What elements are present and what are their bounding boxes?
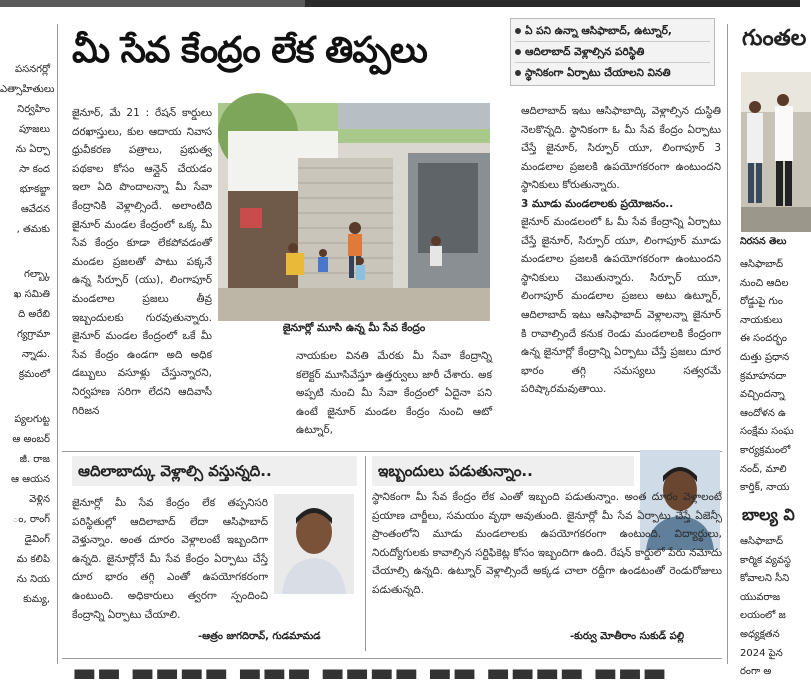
right-column-line: కార్మిక వ్యవస్థ (740, 554, 791, 566)
col3-subheading: 3 మూడు మండలాలకు ప్రయోజనం.. (521, 197, 674, 210)
summary-bullets (510, 18, 715, 86)
left-column-line: న్నాడు. (21, 349, 50, 360)
opinion-box2-body: స్థానికంగా మీ సేవ కేంద్రం లేక ఎంతో ఇబ్బంది పడుతున్నాం. అంత దూరం వెళ్లాలంటే ప్రయాణ చార్జీలు, సమయం వృథా అవుతుంది. జైనూర్లో మీ సేవ ఏర్పాటు చేస్తే ఏజెన్సీ ప్రాంతంలోని మూడు మండలాలకు ఉపయోగకరంగా ఉంటుంది. విద్యార్థులు, నిరుద్యోగులకు కావాల్సిన సర్టిఫికెట్ల కోసం ఇబ్బందిగా ఉంది. రేషన్ కార్డులో పేరు నమోదు చేయాల్సి ఉన్నది. ఉట్నూర్ వెళ్లాల్సిందే అక్కడ చాలా రద్దీగా ఉండటంతో రెండురోజులు పడుతున్నది. (372, 491, 722, 596)
right-column-line: ఆసిఫాబాద్ (740, 259, 784, 270)
right-column-line: లయంలో జ (740, 610, 786, 622)
bullet-item: స్థానికంగా ఏర్పాటు చేయాలని వినతి (515, 63, 710, 83)
left-column-line: డైవింగ్ (24, 534, 50, 545)
closed-meeseva-centre-photo (218, 103, 490, 321)
article-headline: మీ సేవ కేంద్రం లేక తిప్పలు (72, 30, 427, 71)
left-column-line (0, 385, 52, 410)
bullet-item: ఆదిలాబాద్ వెళ్లాల్సిన పరిస్థితి (515, 42, 710, 63)
right-column-line: దుత్తు ప్రధాన (740, 352, 790, 363)
right-column-line: అధ్యక్షతన (740, 629, 780, 640)
left-column-line: ను ఏర్పా (15, 144, 50, 155)
right-article-heading-2: బాల్య వి (742, 505, 795, 524)
right-column-line: రంగా అ (740, 666, 772, 678)
right-column-line: కోవాలని సీని (740, 573, 790, 585)
photo-caption: జైనూర్లో మూసి ఉన్న మీ సేవ కేంద్రం (282, 322, 426, 334)
left-column-line: , తమకు (16, 224, 50, 235)
opinion-box1-body: జైనూర్లో మీ సేవ కేంద్రం లేక తప్పనిసరి పరిస్థితుల్లో ఆదిలాబాద్ లేదా ఆసిఫాబాద్ వెళ్తున్నాం. అంత దూరం వెళ్లాలంటే ఇబ్బందిగా ఉన్నది. జైనూర్లోనే మీ సేవ కేంద్రం ఏర్పాటు చేస్తే దూర భారం తగ్గి ఎంతో ఉపయోగకరంగా ఉంటుంది. అధికారులు త్వరగా స్పందించి కేంద్రాన్ని ఏర్పాటు చేయాలి. (72, 497, 268, 621)
opinion-box2-title: ఇబ్బందులు పడుతున్నాం.. (372, 456, 634, 486)
left-column-line: నిర్వహిం (17, 104, 50, 115)
left-column-line: ను నియ (16, 574, 50, 585)
left-column-line: క్రమంలో (18, 369, 50, 380)
left-column-line: పసనగర్లో (14, 64, 50, 75)
left-column-line: గ్యగ్రామా (16, 329, 50, 340)
right-column-line: కార్యక్రమంలో (740, 445, 791, 456)
left-column-line: ఆవేదన (20, 204, 50, 215)
right-article-photo (741, 72, 811, 232)
opinion-box1-title: ఆదిలాబాద్కు వెళ్లాల్సి వస్తున్నది.. (72, 456, 357, 486)
left-column-line: ది అరేబి (18, 309, 50, 320)
adjacent-article-right (738, 0, 807, 678)
box-divider (365, 456, 366, 651)
right-column-line: నంద్, మాలి (740, 463, 787, 475)
bullet-icon (515, 28, 521, 34)
left-column-line: కుమ్య, (23, 594, 50, 605)
article-body-col1: జైనూర్, మే 21 : రేషన్ కార్డులు దరఖాస్తులు, కుల ఆదాయ నివాస ధ్రువీకరణ పత్రాలు, ప్రభుత్వ పథకాల కోసం ఆన్లైన్ చేయడం ఇలా ఏది పొందాలన్నా మీ సేవా కేంద్రానికి వెళ్లాల్సిందే. అలాంటిది జైనూర్ మండల కేంద్రంలో ఒక్క మీ సేవ కేంద్రం కూడా లేకపోవడంతో మండల ప్రజలతో పాటు పక్కనే ఉన్న సిర్పూర్ (యు), లింగాపూర్ మండలాల ప్రజలు తీవ్ర ఇబ్బందులకు గురవుతున్నారు. జైనూర్ మండల కేంద్రంలో ఒకే మీ సేవ కేంద్రం ఉండగా అది అధిక డబ్బులు వసూళ్లు చేస్తున్నారని, నిర్వహణ సరిగా లేదని ఆదివాసీ గిరిజన (72, 107, 212, 417)
right-photo-caption: నిరసన తెలు (740, 236, 787, 247)
col3-intro: ఆదిలాబాద్ ఇటు ఆసిఫాబాద్కి వెళ్లాల్సిన దుస్థితి నెలకొన్నది. స్థానికంగా ఓ మీ సేవ కేంద్రం ఏర్పాటు చేస్తే జైనూర్, సిర్పూర్ యూ, లింగాపూర్ 3 మండలాల ప్రజలకి ఉపయోగకరంగా ఉంటుందని స్థానికులు కోరుతున్నారు. (521, 105, 721, 192)
right-column-line: యువరాజ (740, 591, 781, 603)
page-top-bar (0, 0, 800, 7)
adjacent-article-left (0, 60, 55, 610)
left-column-line: ఖ సమితి (13, 289, 50, 300)
right-column-line: కార్తిక్, నాయ (740, 482, 790, 494)
right-column-line: ఈ సందర్భం (740, 333, 787, 345)
left-column-line: ం, రాంగ్ (12, 514, 50, 525)
left-column-line: ఆ అంబర్ (12, 434, 50, 445)
right-column-line: ఆసిఫాబాద్ (740, 536, 784, 547)
right-column-line: నాయకులు (740, 314, 783, 326)
bullet-icon (515, 49, 521, 55)
right-column-line: ఆందోళన ఉ (740, 407, 786, 419)
section-divider (62, 451, 722, 452)
right-column-line: వచ్చిందన్నా (740, 389, 785, 401)
left-column-line: ప్యలగుట్ట (14, 414, 50, 425)
col3-body: జైనూర్ మండలంలో ఓ మీ సేవ కేంద్రాన్ని ఏర్పాటు చేస్తే జైనూర్, సిర్పూర్ యూ, లింగాపూర్ మూడు మండలాల ప్రజలకి ఉపయోగకరంగా ఉంటుందని స్థానికులు చెబుతున్నారు. సిర్పూర్ యూ, లింగాపూర్ మండలాల ప్రజలు అటు ఉట్నూర్, ఆదిలాబాద్ ఇటు ఆసిఫాబాద్ వెళ్లాలన్నా జైనూర్ కి రావాల్సిందే కనుక రెండు మండలాలకి కేంద్రంగా ఉన్న జైనూర్లో కేంద్రాన్ని ఏర్పాటు చేస్తే ప్రజలు దూర భారం తగ్గి సమస్యలు సత్వరమే పరిష్కారమవుతాయి. (521, 215, 721, 396)
right-column-line: రోడ్డుపై గుం (740, 296, 783, 308)
left-column-line: సా కంద (19, 164, 50, 175)
left-column-line: గల్బ్కా (24, 269, 50, 280)
left-column-line: వెళ్లిన (29, 494, 50, 505)
citizen1-portrait (274, 494, 354, 594)
left-column-line: జీ. రాజ (19, 454, 50, 465)
left-column-line: భూకబ్జా (19, 184, 50, 195)
left-column-line: ఎత్సాహితులు (0, 84, 55, 95)
article-body-col2: నాయకుల వినతి మేరకు మీ సేవా కేంద్రాన్ని కలెక్టర్ మూసివేస్తూ ఉత్తర్వులు జారీ చేశారు. అక అప్పటి నుంచి మీ సేవా కేంద్రంలో ఏదైనా పని ఉంటే జైనూర్ మండల కేంద్రం నుంచి ఆటో ఉట్నూర్, (296, 350, 492, 437)
right-column-line: 2024 పైన (740, 647, 783, 659)
left-column-line: ఆ ఆయన (10, 474, 50, 485)
article-body-col3 (521, 102, 721, 399)
right-column-line: సంక్షేమ సంఘ (740, 426, 794, 438)
next-article-headline-fragment: ▬▬ ▬▬▬▬ ▬▬▬ ▬▬▬▬ ▬▬ ▬▬▬▬ ▬▬▬ (72, 658, 667, 688)
right-column-line: క్రమాహనదా (740, 370, 787, 382)
column-rule-left (57, 24, 58, 664)
left-column-line: పూజలు (19, 124, 50, 135)
opinion-box2-signature: -కుర్వు మోతీరాం సుకుడ్ పల్లి (570, 631, 685, 642)
bullet-item: ఏ పని ఉన్నా ఆసిఫాబాద్, ఉట్నూర్, (515, 21, 710, 42)
left-column-line: మ కలిపి (16, 554, 50, 565)
column-rule-right (727, 24, 728, 664)
right-column-line: నుంచి ఆదిల (740, 277, 789, 289)
left-column-line (0, 240, 52, 265)
right-article-heading: గుంతల (742, 26, 807, 51)
opinion-box1-signature: -ఆత్రం జుగదిరావ్, గుడమామడ (198, 631, 321, 642)
bullet-icon (515, 70, 521, 76)
